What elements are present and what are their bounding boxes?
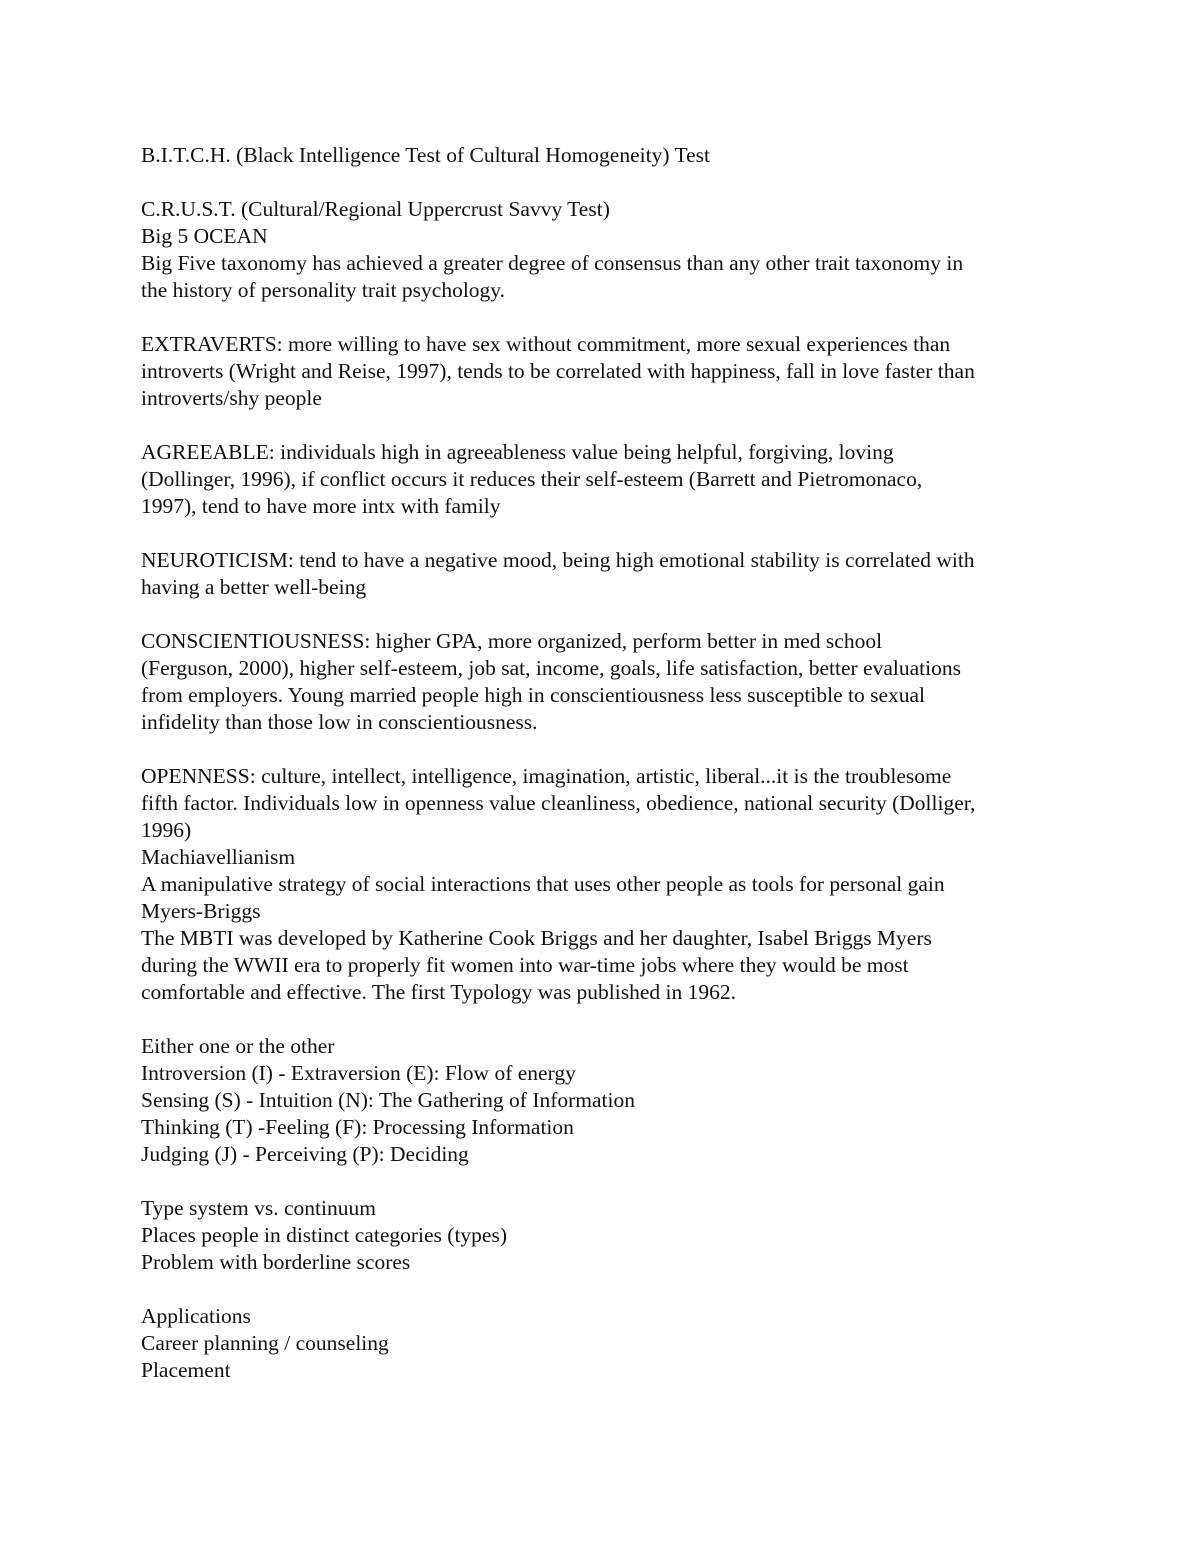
document-body: [141, 142, 1071, 1384]
dimension-item: Thinking (T) -Feeling (F): Processing Information: [141, 1115, 574, 1139]
neuroticism-text-line: having a better well-being: [141, 575, 367, 599]
dimension-item: Introversion (I) - Extraversion (E): Flow of energy: [141, 1061, 576, 1085]
agreeable-text-line: 1997), tend to have more intx with family: [141, 494, 501, 518]
dimension-item: Sensing (S) - Intuition (N): The Gathering of Information: [141, 1088, 636, 1112]
big5-text-line: Big Five taxonomy has achieved a greater degree of consensus than any other trait taxonomy in: [141, 251, 964, 275]
conscientiousness-text-line: infidelity than those low in conscientiousness.: [141, 710, 538, 734]
mbti-text-line: comfortable and effective. The first Typology was published in 1962.: [141, 980, 736, 1004]
heading-either-one: Either one or the other: [141, 1034, 335, 1058]
agreeable-text-line: (Dollinger, 1996), if conflict occurs it reduces their self-esteem (Barrett and Pietromonaco,: [141, 467, 923, 491]
spacer: [141, 736, 1071, 763]
openness-text-line: fifth factor. Individuals low in openness value cleanliness, obedience, national security (Dolliger,: [141, 791, 976, 815]
spacer: [141, 1168, 1071, 1195]
neuroticism-text-line: NEUROTICISM: tend to have a negative mood, being high emotional stability is correlated with: [141, 548, 975, 572]
machiavellianism-definition: A manipulative strategy of social interactions that uses other people as tools for personal gain: [141, 872, 945, 896]
spacer: [141, 520, 1071, 547]
heading-applications: Applications: [141, 1304, 251, 1328]
spacer: [141, 601, 1071, 628]
extraverts-text-line: introverts (Wright and Reise, 1997), tends to be correlated with happiness, fall in love faster than: [141, 359, 975, 383]
type-system-text-line: Places people in distinct categories (types): [141, 1223, 507, 1247]
heading-myers-briggs: Myers-Briggs: [141, 899, 261, 923]
conscientiousness-text-line: CONSCIENTIOUSNESS: higher GPA, more organized, perform better in med school: [141, 629, 883, 653]
conscientiousness-text-line: (Ferguson, 2000), higher self-esteem, job sat, income, goals, life satisfaction, better evaluations: [141, 656, 961, 680]
spacer: [141, 412, 1071, 439]
spacer: [141, 304, 1071, 331]
application-item: Placement: [141, 1358, 231, 1382]
heading-bitch-test: B.I.T.C.H. (Black Intelligence Test of Cultural Homogeneity) Test: [141, 143, 711, 167]
conscientiousness-text-line: from employers. Young married people high in conscientiousness less susceptible to sexual: [141, 683, 926, 707]
heading-type-system: Type system vs. continuum: [141, 1196, 376, 1220]
agreeable-text-line: AGREEABLE: individuals high in agreeableness value being helpful, forgiving, loving: [141, 440, 894, 464]
openness-text-line: OPENNESS: culture, intellect, intelligence, imagination, artistic, liberal...it is the troublesome: [141, 764, 952, 788]
spacer: [141, 169, 1071, 196]
big5-text-line: the history of personality trait psychology.: [141, 278, 506, 302]
dimension-item: Judging (J) - Perceiving (P): Deciding: [141, 1142, 469, 1166]
extraverts-text-line: EXTRAVERTS: more willing to have sex without commitment, more sexual experiences than: [141, 332, 951, 356]
type-system-text-line: Problem with borderline scores: [141, 1250, 411, 1274]
extraverts-text-line: introverts/shy people: [141, 386, 322, 410]
mbti-text-line: The MBTI was developed by Katherine Cook Briggs and her daughter, Isabel Briggs Myers: [141, 926, 932, 950]
heading-crust-test: C.R.U.S.T. (Cultural/Regional Uppercrust Savvy Test): [141, 197, 610, 221]
spacer: [141, 1006, 1071, 1033]
openness-text-line: 1996): [141, 818, 192, 842]
heading-big5: Big 5 OCEAN: [141, 224, 268, 248]
heading-machiavellianism: Machiavellianism: [141, 845, 296, 869]
spacer: [141, 1276, 1071, 1303]
application-item: Career planning / counseling: [141, 1331, 389, 1355]
mbti-text-line: during the WWII era to properly fit women into war-time jobs where they would be most: [141, 953, 909, 977]
